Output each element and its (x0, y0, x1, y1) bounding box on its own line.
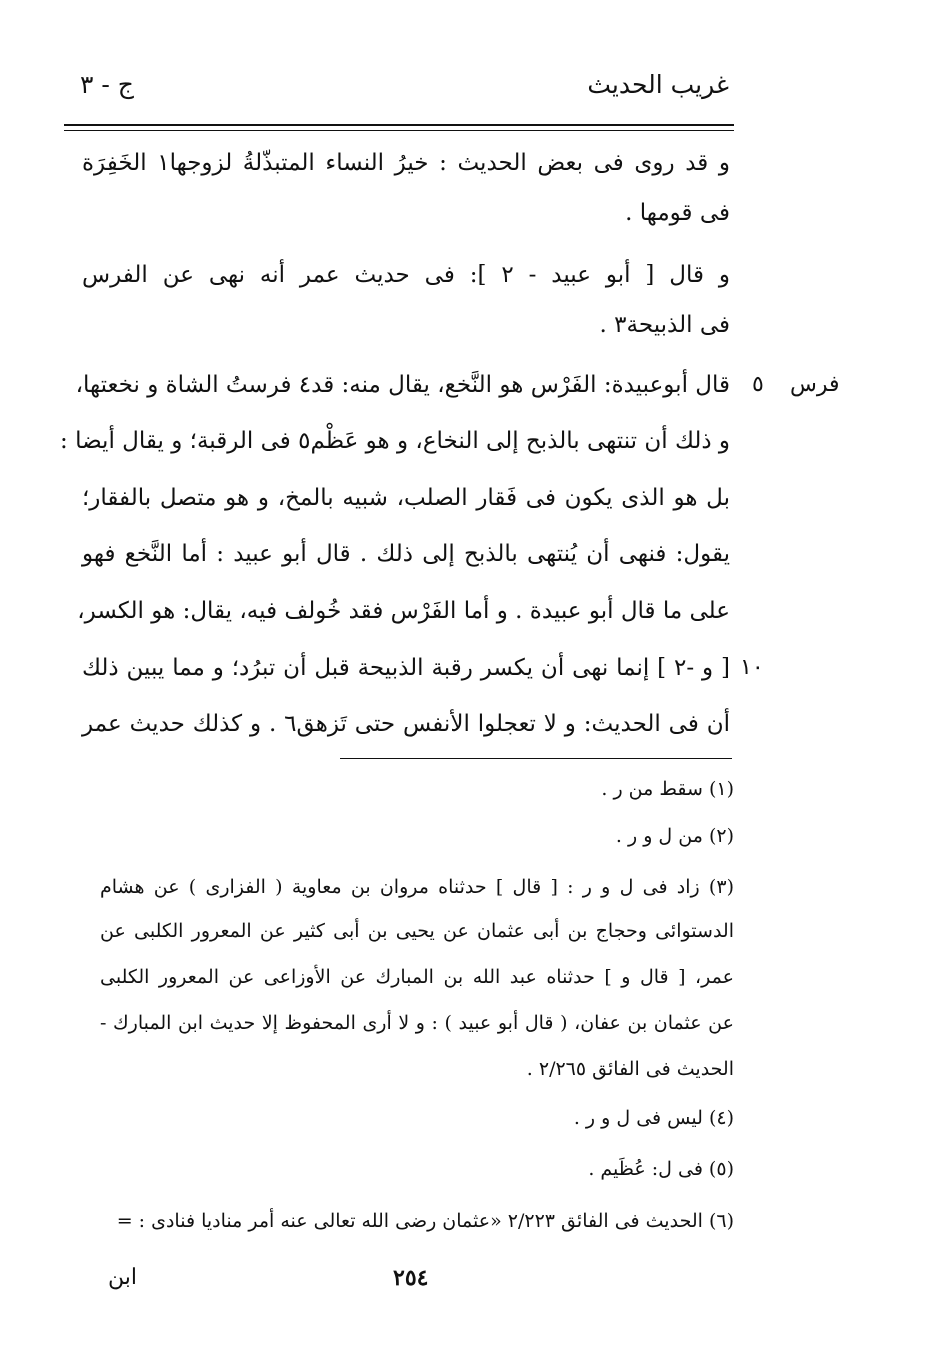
footnote: (٥) فى ل: عُظَيم . (588, 1158, 734, 1180)
volume-number: ج - ٣ (80, 70, 134, 99)
footnote-continuation: عن عثمان بن عفان، ( قال أبو عبيد ) : و لا أرى المحفوظ إلا حديث ابن المبارك - (100, 1012, 734, 1034)
body-line: فى قومها . (625, 200, 730, 226)
body-line: بل هو الذى يكون فى فَقار الصلب، شبيه بالمخ، و هو متصل بالفقار؛ (82, 485, 730, 511)
footnote: (٢) من ل و ر . (615, 825, 734, 847)
catchword: ابن (108, 1265, 137, 1290)
body-line: [ و -٢ ] إنما نهى أن يكسر رقبة الذبيحة قبل أن تبرُد؛ و مما يبين ذلك (82, 655, 730, 681)
footnote: (٤) ليس فى ل و ر . (573, 1107, 734, 1129)
header-rule-thick (64, 124, 734, 126)
footnote-separator (340, 758, 732, 759)
footnote: (١) سقط من ر . (601, 778, 734, 800)
page-number: ٢٥٤ (393, 1265, 429, 1291)
footnote-continuation: الدستوائى وحجاج بن أبى عثمان عن يحيى بن أبى كثير عن المعرور الكلبى عن (100, 920, 734, 942)
running-title: غريب الحديث (587, 70, 729, 99)
body-line: على ما قال أبو عبيدة . و أما الفَرْس فقد خُولف فيه، يقال: هو الكسر، (77, 598, 730, 624)
margin-keyword: فرس (790, 372, 840, 397)
body-line: قال أبوعبيدة: الفَرْس هو النَّخع، يقال منه: قد٤ فرستُ الشاة و نخعتها، (75, 372, 730, 398)
footnote: (٦) الحديث فى الفائق ٢/٢٢٣ «عثمان رضى الله تعالى عنه أمر مناديا فنادى : = (116, 1210, 734, 1232)
margin-line-number-5: ٥ (752, 372, 764, 397)
body-line: و قال [ أبو عبيد - ٢ ]: فى حديث عمر أنه نهى عن الفرس (82, 262, 730, 288)
header-rule-thin (64, 130, 734, 131)
body-line: و ذلك أن تنتهى بالذبح إلى النخاع، و هو عَظْم٥ فى الرقبة؛ و يقال أيضا : (60, 428, 730, 454)
footnote-continuation: عمر، [ قال و ] حدثناه عبد الله بن المبارك عن الأوزاعى عن المعرور الكلبى (100, 966, 734, 988)
body-line: يقول: فنهى أن يُنتهى بالذبح إلى ذلك . قال أبو عبيد : أما النَّخع فهو (82, 541, 730, 567)
body-line: أن فى الحديث: و لا تعجلوا الأنفس حتى تَزهق٦ . و كذلك حديث عمر (82, 711, 730, 737)
footnote: (٣) زاد فى ل و ر : [ قال ] حدثناه مروان بن معاوية ( الفزارى ) عن هشام (100, 876, 734, 898)
body-line: فى الذبيحة٣ . (599, 312, 730, 338)
margin-line-number-10: ١٠ (740, 655, 764, 680)
body-line: و قد روى فى بعض الحديث : خيرُ النساء المتبذّلةُ لزوجها١ الخَفِرَة (82, 150, 730, 176)
footnote-continuation: الحديث فى الفائق ٢/٢٦٥ . (526, 1058, 734, 1080)
